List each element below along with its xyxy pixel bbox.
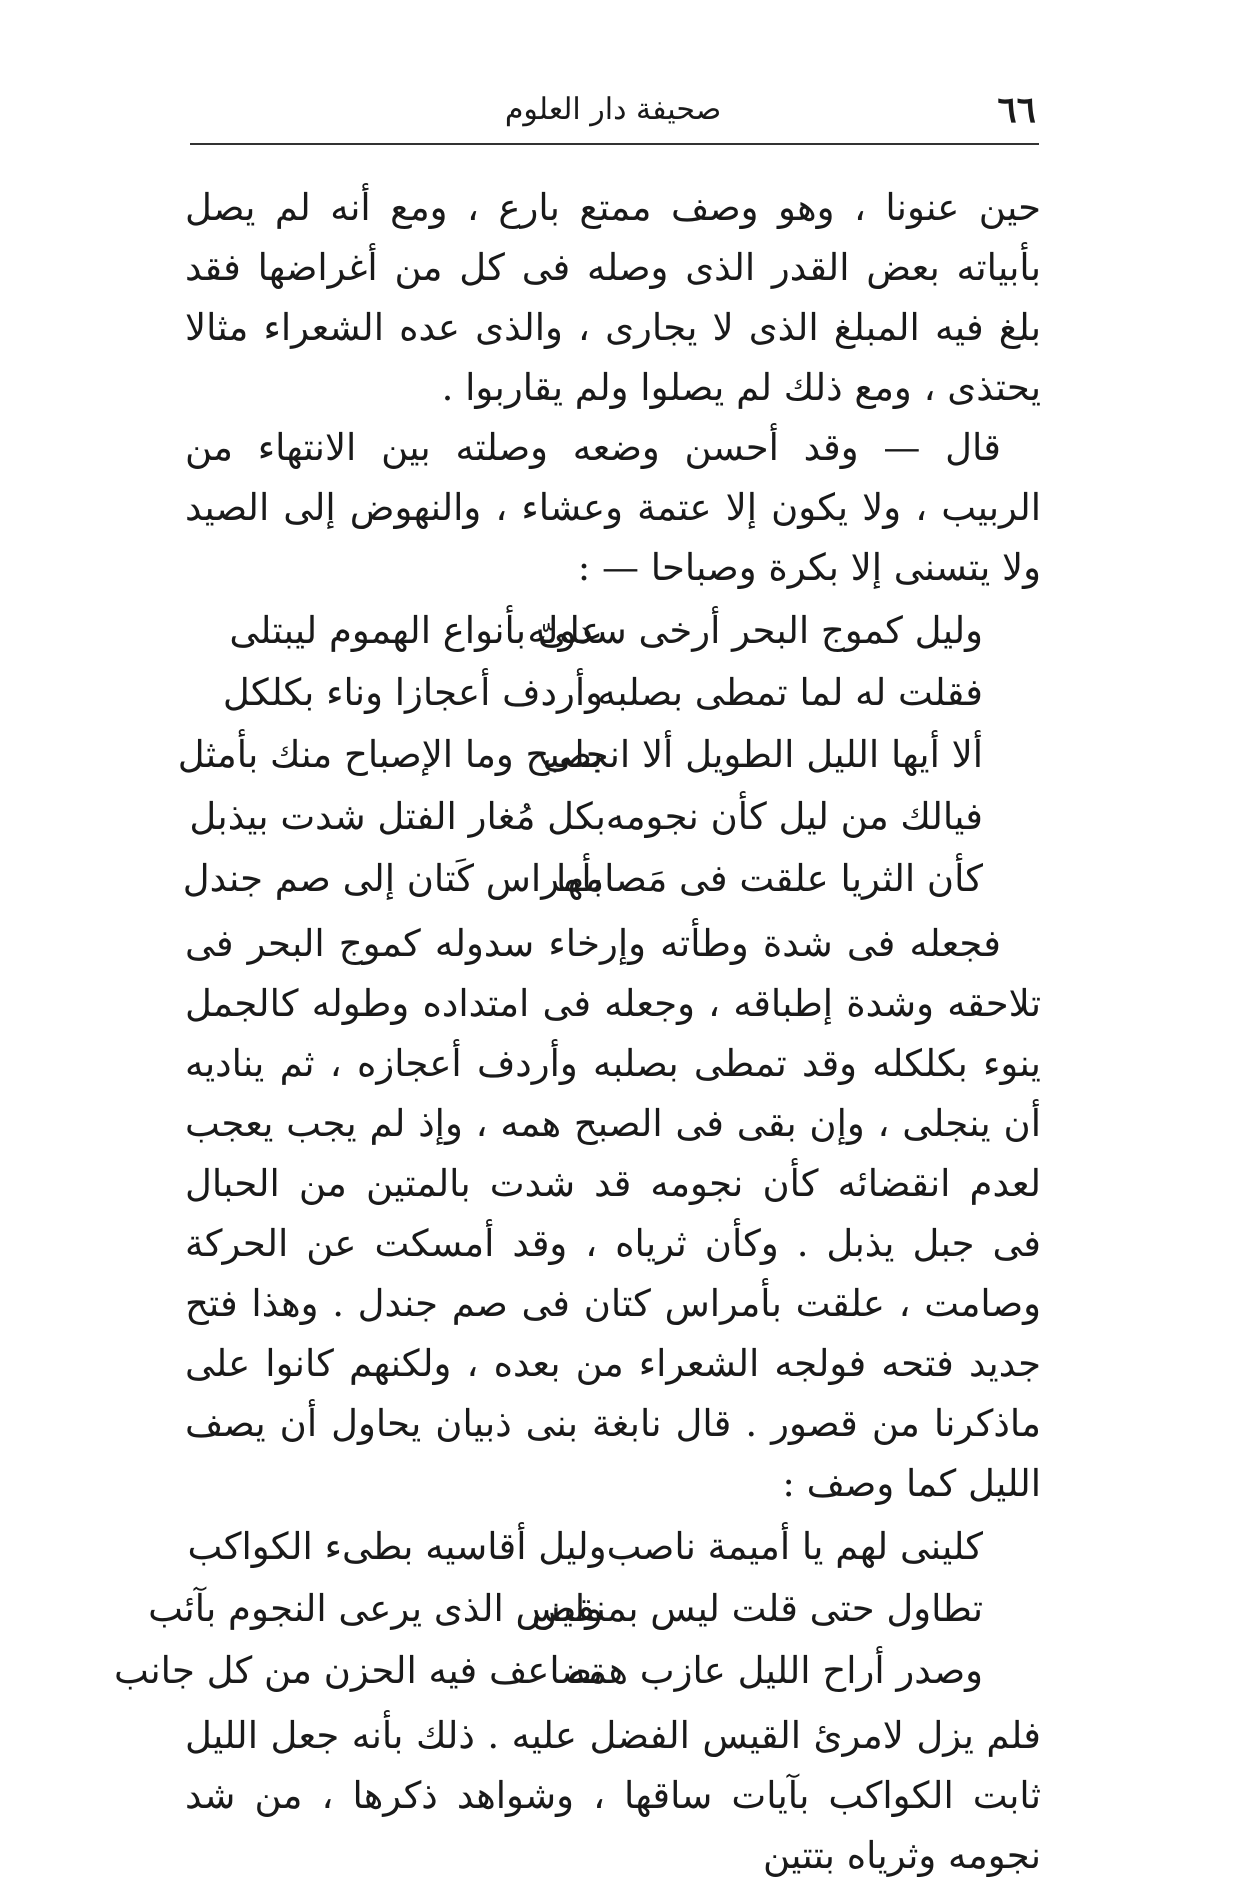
verse-second-hemistich: وأردف أعجازا وناء بكلكل — [222, 671, 603, 714]
page-body — [114, 178, 1041, 1886]
page-number: ٦٦ — [997, 89, 1036, 131]
verse-second-hemistich: علىّ بأنواع الهموم ليبتلى — [229, 609, 603, 652]
poem-imru-al-qais — [177, 600, 1041, 910]
verse-second-hemistich: بأمراس كَتان إلى صم جندل — [182, 857, 603, 900]
paragraph: فلم يزل لامرئ القيس الفضل عليه . ذلك بأنه جعل الليل ثابت الكواكب بآيات ساقها ، وشواهد ذكرها ، من شد نجومه وثرياه بتتين — [185, 1714, 1041, 1877]
verse-second-hemistich: وليل أقاسيه بطىء الكواكب — [187, 1525, 607, 1568]
verse — [185, 600, 1041, 662]
verse-second-hemistich: بصبح وما الإصباح منك بأمثل — [177, 733, 603, 776]
paragraph: فجعله فى شدة وطأته وإرخاء سدوله كموج البحر فى تلاحقه وشدة إطباقه ، وجعله فى امتداده وطوله كالجمل ينوء بكلكله وقد تمطى بصلبه وأردف أعجازه ، ثم يناديه أن ينجلى ، وإن بقى فى الصبح همه ، وإذ لم يجب يعجب لعدم انقضائه كأن نجومه قد شدت بالمتين من الحبال فى جبل يذبل . وكأن ثرياه ، وقد أمسكت عن الحركة وصامت ، علقت بأمراس كتان فى صم جندل . وهذا فتح جديد فتحه فولجه الشعراء من بعده ، ولكنهم كانوا على ماذكرنا من قصور . قال نابغة بنى ذبيان يحاول أن يصف الليل كما وصف : — [185, 922, 1041, 1505]
verse-second-hemistich: بكل مُغار الفتل شدت بيذبل — [189, 795, 606, 838]
header-rule — [190, 143, 1039, 145]
verse — [177, 724, 1041, 786]
verse — [185, 662, 1041, 724]
verse — [185, 1516, 1041, 1578]
poem-nabigha — [114, 1516, 1041, 1702]
verse-first-hemistich: فيالك من ليل كأن نجومه — [605, 795, 983, 838]
paragraph: حين عنونا ، وهو وصف ممتع بارع ، ومع أنه لم يصل بأبياته بعض القدر الذى وصله فى كل من أغراضها فقد بلغ فيه المبلغ الذى لا يجارى ، والذى عده الشعراء مثالا يحتذى ، ومع ذلك لم يصلوا ولم يقاربوا . — [185, 186, 1041, 409]
running-title: صحيفة دار العلوم — [504, 92, 722, 127]
verse — [114, 1640, 1041, 1702]
verse-second-hemistich: تضاعف فيه الحزن من كل جانب — [114, 1649, 603, 1692]
page-header — [190, 88, 1036, 132]
verse-first-hemistich: ألا أيها الليل الطويل ألا انجلى — [542, 733, 983, 776]
verse-second-hemistich: وليس الذى يرعى النجوم بآئب — [148, 1587, 603, 1630]
verse-first-hemistich: وليل كموج البحر أرخى سدوله — [527, 609, 983, 652]
verse-first-hemistich: كأن الثريا علقت فى مَصامها — [555, 857, 983, 900]
verse-first-hemistich: فقلت له لما تمطى بصلبه — [597, 671, 983, 714]
verse-first-hemistich: وصدر أراح الليل عازب همه — [567, 1649, 983, 1692]
verse — [185, 786, 1041, 848]
verse-first-hemistich: كلينى لهم يا أميمة ناصب — [606, 1525, 983, 1568]
verse — [182, 848, 1041, 910]
paragraph: قال — وقد أحسن وضعه وصلته بين الانتهاء من الربيب ، ولا يكون إلا عتمة وعشاء ، والنهوض إلى الصيد ولا يتسنى إلا بكرة وصباحا — : — [185, 426, 1041, 589]
verse-first-hemistich: تطاول حتى قلت ليس بمنقض — [531, 1587, 983, 1630]
verse — [148, 1578, 1041, 1640]
